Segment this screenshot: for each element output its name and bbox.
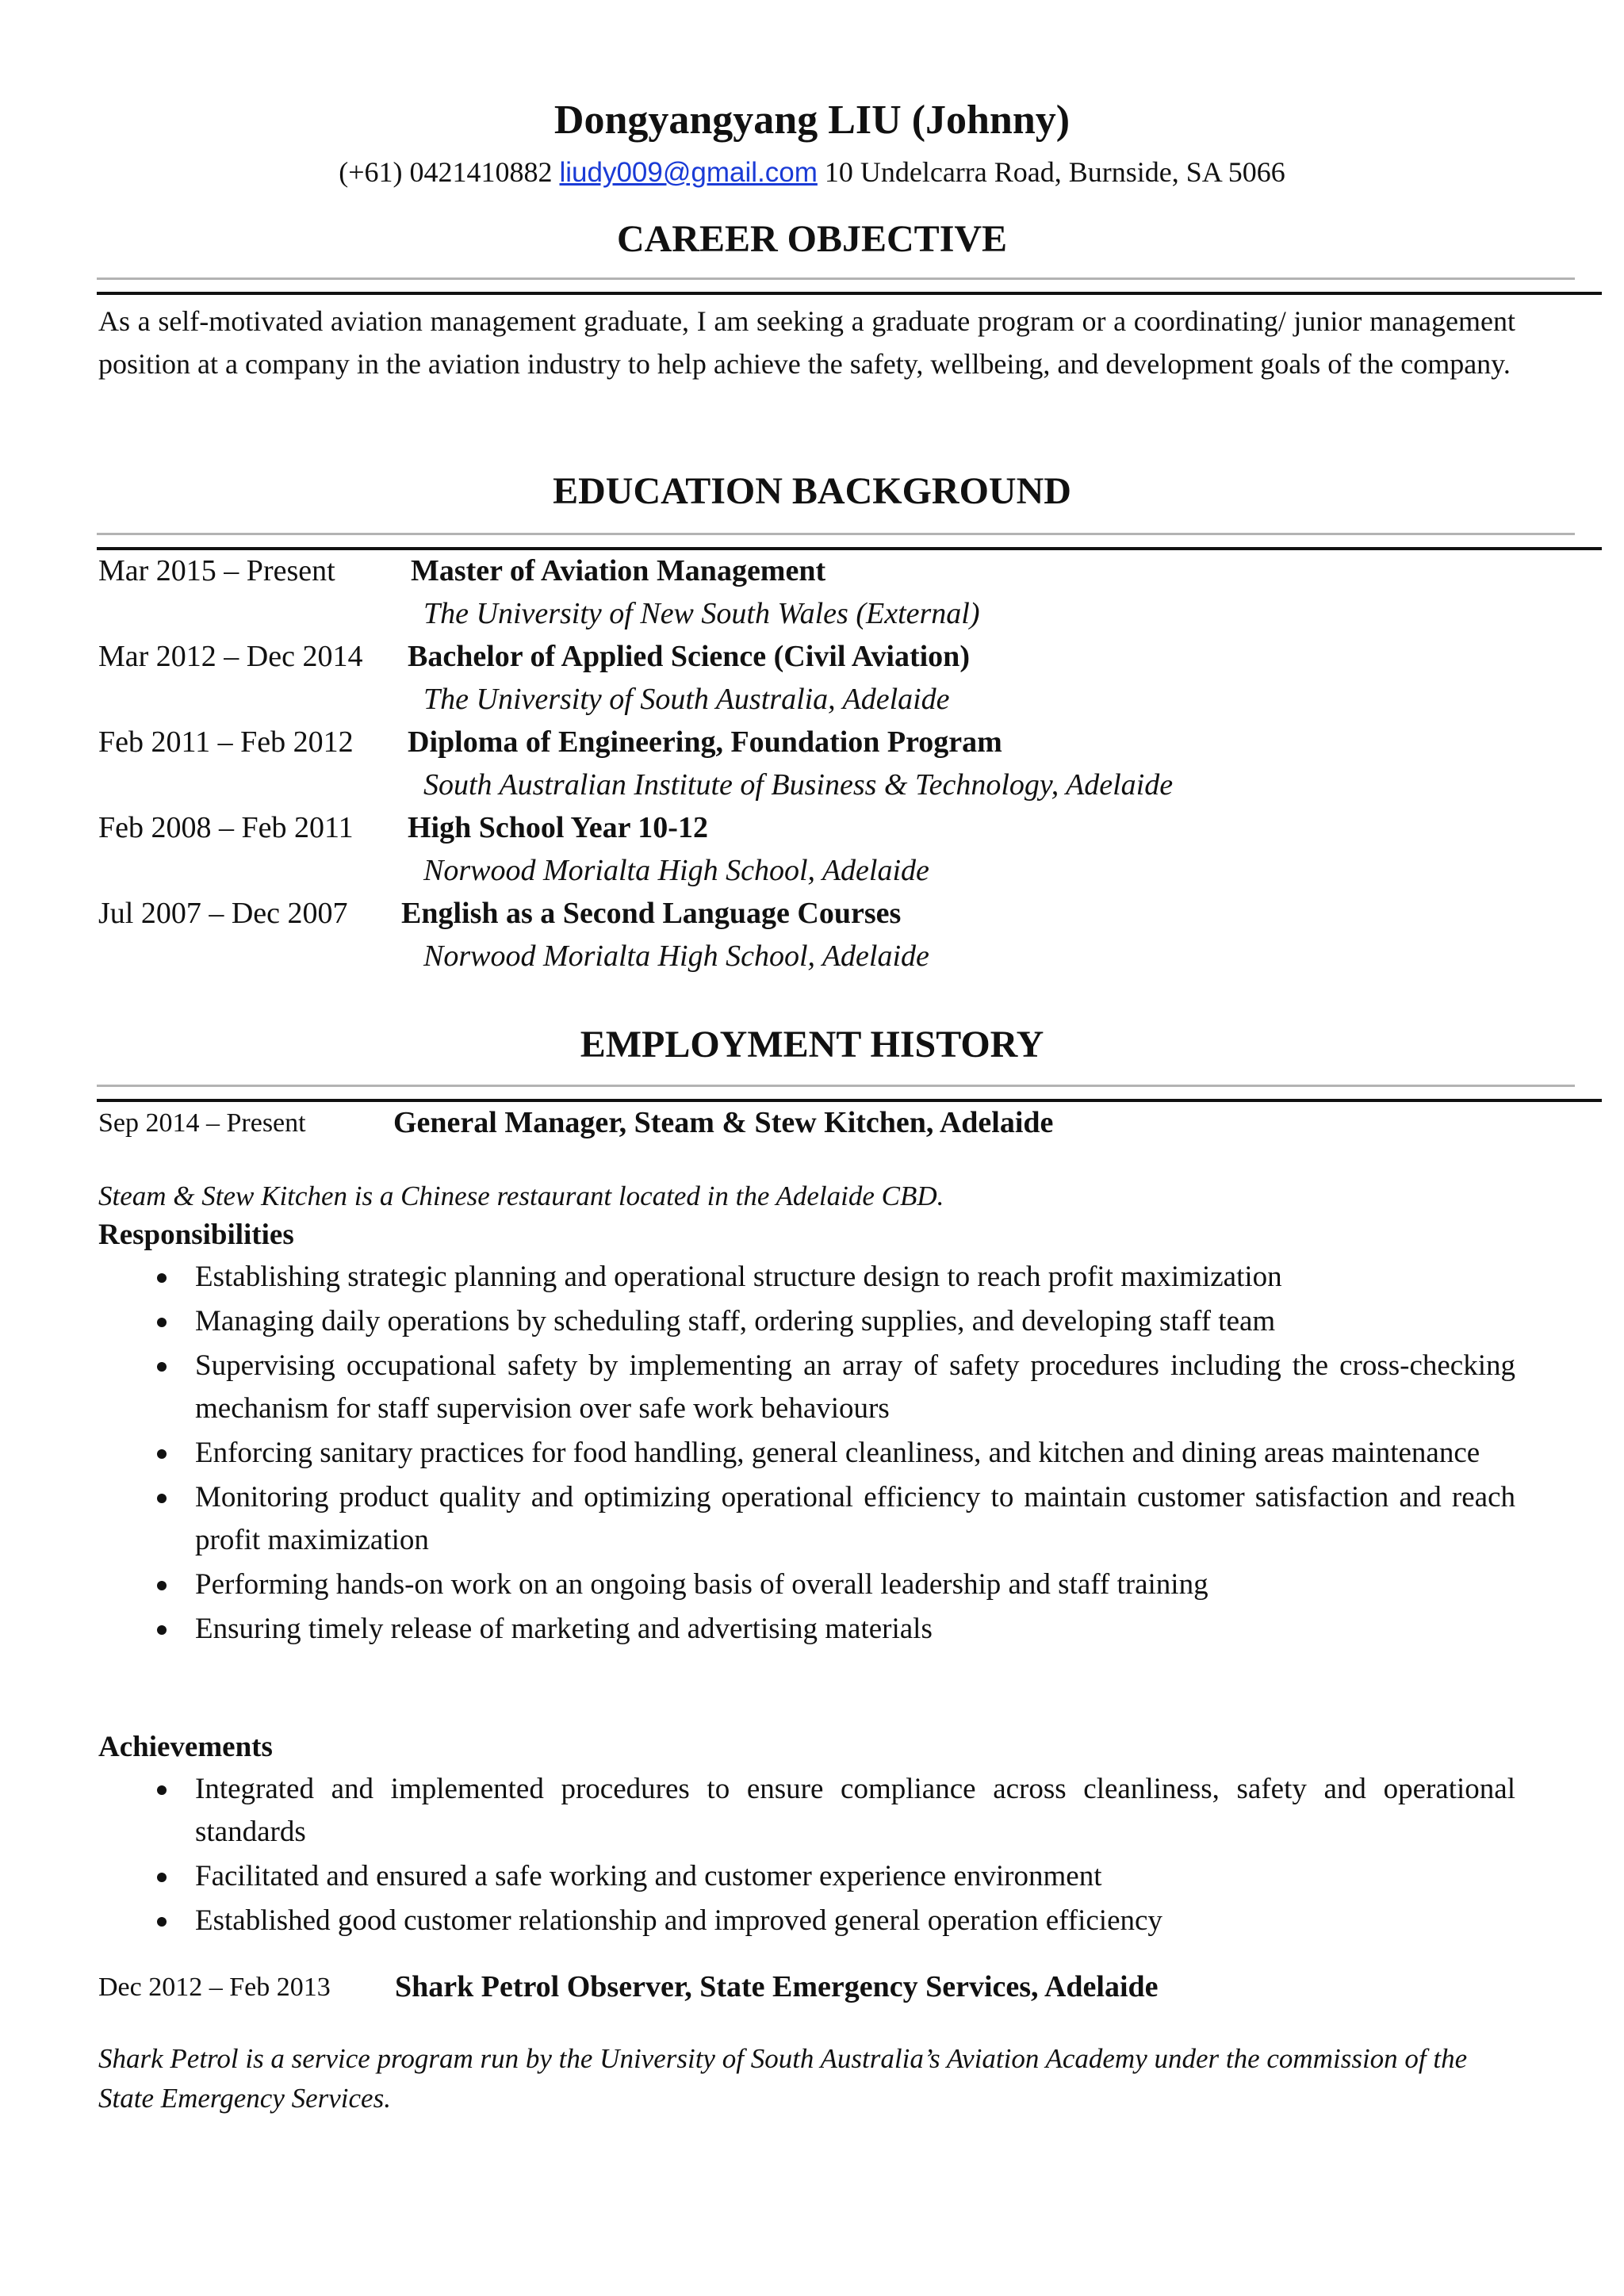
list-item: Enforcing sanitary practices for food handling, general cleanliness, and kitchen and dining areas maintenance	[98, 1432, 1515, 1475]
job-date: Sep 2014 – Present	[98, 1108, 306, 1138]
employment-heading: EMPLOYMENT HISTORY	[580, 1024, 1044, 1066]
bullet-icon	[157, 1625, 167, 1635]
bullet-icon	[157, 1581, 167, 1590]
section-divider	[97, 277, 1602, 290]
education-institution: Norwood Morialta High School, Adelaide	[423, 854, 929, 887]
list-item: Integrated and implemented procedures to ensure compliance across cleanliness, safety and operational standards	[98, 1768, 1515, 1854]
phone-number: (+61) 0421410882	[339, 156, 553, 188]
responsibilities-list	[98, 1256, 1515, 1652]
section-divider	[97, 533, 1602, 545]
education-date: Feb 2008 – Feb 2011	[98, 811, 354, 844]
applicant-name: Dongyangyang LIU (Johnny)	[553, 98, 1071, 143]
education-date: Feb 2011 – Feb 2012	[98, 725, 354, 759]
list-item: Established good customer relationship and improved general operation efficiency	[98, 1900, 1515, 1942]
bullet-icon	[157, 1917, 167, 1927]
bullet-icon	[157, 1873, 167, 1882]
education-date: Mar 2015 – Present	[98, 554, 335, 587]
list-item: Establishing strategic planning and operational structure design to reach profit maximization	[98, 1256, 1515, 1299]
education-date: Jul 2007 – Dec 2007	[98, 897, 348, 930]
bullet-icon	[157, 1362, 167, 1372]
responsibilities-heading: Responsibilities	[98, 1219, 294, 1251]
job-title: General Manager, Steam & Stew Kitchen, Adelaide	[393, 1106, 1054, 1139]
bullet-icon	[157, 1318, 167, 1327]
address: 10 Undelcarra Road, Burnside, SA 5066	[824, 156, 1285, 188]
bullet-icon	[157, 1273, 167, 1283]
email-link[interactable]: liudy009@gmail.com	[559, 157, 818, 188]
education-institution: The University of New South Wales (External)	[423, 597, 980, 630]
bullet-icon	[157, 1494, 167, 1503]
education-institution: Norwood Morialta High School, Adelaide	[423, 939, 929, 973]
list-item: Monitoring product quality and optimizing operational efficiency to maintain customer satisfaction and reach profit maximization	[98, 1476, 1515, 1562]
job-description: Steam & Stew Kitchen is a Chinese restaurant located in the Adelaide CBD.	[98, 1181, 944, 1211]
job-date: Dec 2012 – Feb 2013	[98, 1973, 331, 2002]
education-institution: The University of South Australia, Adelaide	[423, 683, 950, 716]
bullet-icon	[157, 1785, 167, 1795]
career-objective-text: As a self-motivated aviation management graduate, I am seeking a graduate program or a coordinating/ junior management position at a company in the aviation industry to help achieve the safety, wellbeing, and development goals of the company.	[98, 305, 1515, 380]
education-degree: Bachelor of Applied Science (Civil Aviation)	[408, 640, 970, 673]
education-degree: High School Year 10-12	[408, 811, 708, 844]
achievements-list	[98, 1768, 1515, 1944]
education-degree: Master of Aviation Management	[411, 554, 826, 587]
achievements-heading: Achievements	[98, 1731, 273, 1763]
education-date: Mar 2012 – Dec 2014	[98, 640, 363, 673]
list-item: Supervising occupational safety by implementing an array of safety procedures including the cross-checking mechanism for staff supervision over safe work behaviours	[98, 1345, 1515, 1430]
education-institution: South Australian Institute of Business & Technology, Adelaide	[423, 768, 1174, 802]
list-item: Managing daily operations by scheduling staff, ordering supplies, and developing staff team	[98, 1300, 1515, 1343]
job-description: Shark Petrol is a service program run by the University of South Australia’s Aviation Academy under the commission of the State Emergency Services.	[98, 2043, 1468, 2114]
list-item: Facilitated and ensured a safe working and customer experience environment	[98, 1855, 1515, 1898]
education-heading: EDUCATION BACKGROUND	[553, 470, 1071, 512]
section-divider	[97, 1085, 1602, 1097]
list-item: Ensuring timely release of marketing and advertising materials	[98, 1608, 1515, 1651]
education-degree: English as a Second Language Courses	[401, 897, 902, 930]
education-degree: Diploma of Engineering, Foundation Program	[408, 725, 1002, 759]
job-title: Shark Petrol Observer, State Emergency Services, Adelaide	[395, 1970, 1159, 2003]
list-item: Performing hands-on work on an ongoing basis of overall leadership and staff training	[98, 1563, 1515, 1606]
career-objective-heading: CAREER OBJECTIVE	[616, 218, 1008, 260]
contact-line	[0, 155, 1624, 189]
bullet-icon	[157, 1449, 167, 1459]
